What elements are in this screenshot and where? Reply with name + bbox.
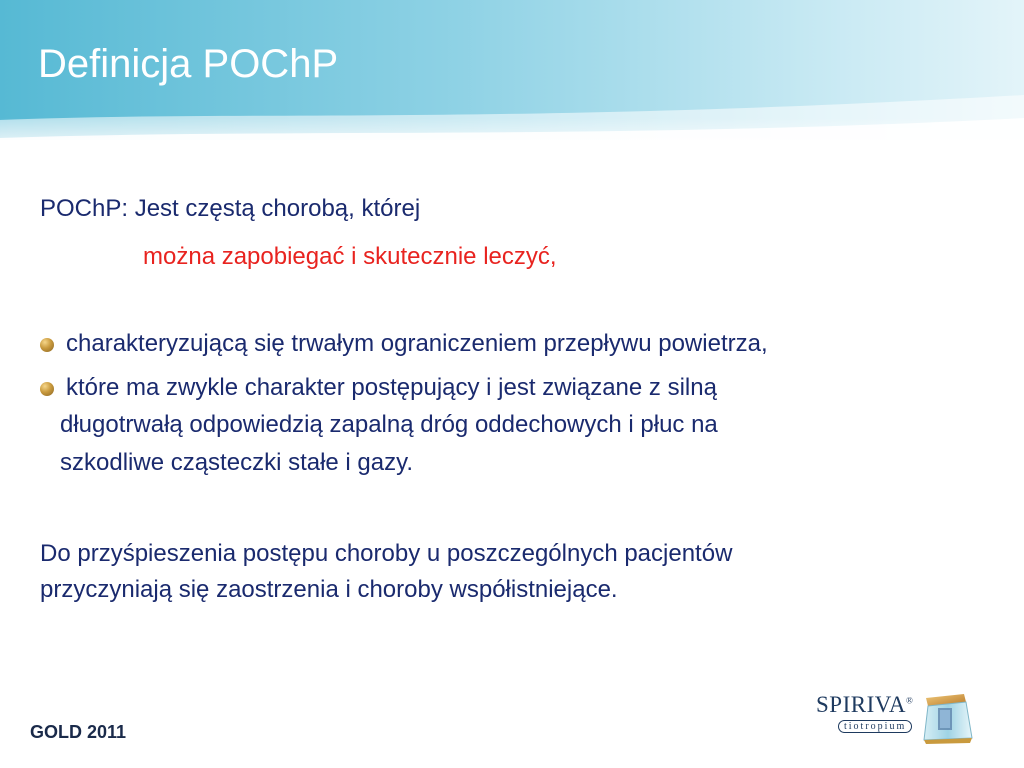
intro-line-2-highlight: można zapobiegać i skutecznie leczyć,	[143, 243, 557, 270]
bullet-1-line-1: charakteryzującą się trwałym ograniczeniem przepływu powietrza,	[66, 330, 768, 357]
logo-registered: ®	[906, 695, 914, 706]
bullet-2-line-2: długotrwałą odpowiedzią zapalną dróg oddechowych i płuc na	[60, 411, 718, 438]
bullet-2-line-1: które ma zwykle charakter postępujący i jest związane z silną	[66, 374, 717, 401]
logo-wordmark	[816, 692, 913, 718]
header-fade	[0, 118, 1024, 178]
bullet-2-line-3: szkodliwe cząsteczki stałe i gazy.	[60, 449, 414, 476]
source-label: GOLD 2011	[30, 722, 127, 742]
closing-line-2: przyczyniają się zaostrzenia i choroby współistniejące.	[40, 576, 618, 603]
inhaler-device-icon	[916, 688, 976, 744]
bullet-icon	[40, 382, 54, 396]
bullet-icon	[40, 338, 54, 352]
logo-brand: SPIRIVA	[816, 692, 906, 717]
intro-line-1: POChP: Jest częstą chorobą, której	[40, 195, 421, 222]
logo-generic-name: tiotropium	[838, 720, 912, 733]
closing-line-1: Do przyśpieszenia postępu choroby u poszczególnych pacjentów	[40, 540, 733, 567]
slide-title: Definicja POChP	[38, 42, 339, 86]
spiriva-logo	[808, 686, 978, 748]
